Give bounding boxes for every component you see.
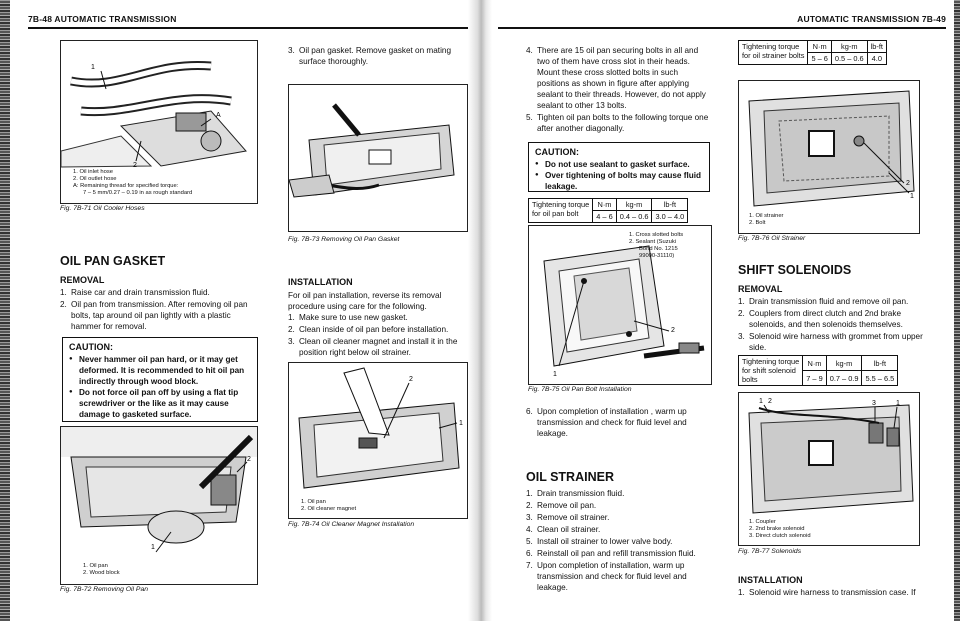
step-text: Tighten oil pan bolts to the following torque one after another diagonally. xyxy=(537,113,709,133)
figure-legend xyxy=(749,213,783,227)
unit-cell: kg-m xyxy=(826,356,862,371)
installation-heading: INSTALLATION xyxy=(288,277,353,287)
step-item xyxy=(288,324,468,335)
step-item xyxy=(738,587,938,598)
figure-legend xyxy=(749,519,811,540)
unit-cell: N·m xyxy=(803,356,826,371)
step-text: Drain transmission fluid and remove oil pan. xyxy=(749,297,909,306)
figure-oil-strainer xyxy=(738,80,920,234)
step-number: 1. xyxy=(60,288,67,297)
header-rule xyxy=(498,27,946,29)
step-oil-pan-gasket xyxy=(288,45,468,68)
scan-edge-right xyxy=(954,0,960,621)
legend-item: 2. Oil outlet hose xyxy=(73,176,117,182)
legend-item: 2. Bolt xyxy=(749,220,766,226)
callout-2: 2 xyxy=(671,327,675,334)
value-cell: 3.0 – 4.0 xyxy=(652,211,688,223)
step-text: Upon completion of installation , warm up transmission and check for fluid level and leakage. xyxy=(537,407,687,438)
section-title-oil-strainer: OIL STRAINER xyxy=(526,470,614,484)
legend-item: 99000-31110) xyxy=(639,253,675,259)
shift-solenoid-removal-steps xyxy=(738,296,928,354)
callout-1: 1 xyxy=(910,193,914,200)
section-title-oil-pan-gasket: OIL PAN GASKET xyxy=(60,254,166,268)
figure-caption: Fig. 7B-73 Removing Oil Pan Gasket xyxy=(288,236,400,243)
value-cell: 0.5 – 0.6 xyxy=(831,53,867,65)
step-number: 4. xyxy=(526,525,533,534)
step-text: Drain transmission fluid. xyxy=(537,489,625,498)
legend-item: 2. 2nd brake solenoid xyxy=(749,526,805,532)
step-text: Clean inside of oil pan before installation. xyxy=(299,325,449,334)
page-header-right: AUTOMATIC TRANSMISSION 7B-49 xyxy=(797,14,946,24)
step-number: 3. xyxy=(738,332,745,341)
oil-pan-bolt-illustration xyxy=(529,226,711,384)
callout-2: 2 xyxy=(906,180,910,187)
legend-item: 1. Coupler xyxy=(749,519,776,525)
torque-table-oil-strainer xyxy=(738,40,887,65)
step-number: 1. xyxy=(288,313,295,322)
figure-oil-pan-bolt-installation xyxy=(528,225,712,385)
step-item xyxy=(738,308,928,330)
figure-caption: Fig. 7B-72 Removing Oil Pan xyxy=(60,586,149,593)
step-item xyxy=(288,45,468,67)
figure-legend xyxy=(301,499,356,513)
caution-title: CAUTION: xyxy=(69,342,113,352)
value-cell: 4 – 6 xyxy=(593,211,616,223)
callout-1: 1 xyxy=(151,544,155,551)
legend-item: 7 – 5 mm/0.27 – 0.19 in as rough standard xyxy=(83,190,193,196)
step-number: 4. xyxy=(526,46,533,55)
step-item xyxy=(526,45,712,111)
step-text: Solenoid wire harness to transmission case. If xyxy=(749,588,916,597)
step-number: 3. xyxy=(288,46,295,55)
step-number: 3. xyxy=(288,337,295,346)
step-item xyxy=(60,287,258,298)
torque-table-shift-solenoid xyxy=(738,355,898,386)
shift-solenoid-installation-steps xyxy=(738,587,938,599)
callout-1: 1 xyxy=(91,64,95,71)
figure-caption: Fig. 7B-77 Solenoids xyxy=(738,548,802,555)
value-cell: 0.4 – 0.6 xyxy=(616,211,652,223)
step-number: 2. xyxy=(288,325,295,334)
figure-caption: Fig. 7B-71 Oil Cooler Hoses xyxy=(60,205,145,212)
callout-2: 2 xyxy=(768,398,772,405)
removing-oil-pan-illustration xyxy=(61,427,257,584)
figure-caption: Fig. 7B-74 Oil Cleaner Magnet Installation xyxy=(288,521,415,528)
step-number: 1. xyxy=(526,489,533,498)
step-item xyxy=(526,536,712,547)
step-text: There are 15 oil pan securing bolts in all and two of them have cross slot in their heads. Mount these cross slotted bolts in such positions as shown in figure after applying sealant to their threads. However, do not apply sealant to other 13 bolts. xyxy=(537,46,706,110)
torque-label: Tightening torque for oil strainer bolts xyxy=(739,41,808,65)
unit-cell: lb-ft xyxy=(862,356,898,371)
step-item xyxy=(288,336,468,358)
step-number: 2. xyxy=(60,300,67,309)
step-text: Reinstall oil pan and refill transmission fluid. xyxy=(537,549,696,558)
unit-cell: N·m xyxy=(808,41,831,53)
torque-label: Tightening torque for shift solenoid bolts xyxy=(739,356,803,386)
figure-oil-cleaner-magnet xyxy=(288,362,468,519)
step-item xyxy=(526,406,712,439)
oil-pan-steps xyxy=(526,45,712,135)
legend-item: 2. Oil cleaner magnet xyxy=(301,506,357,512)
callout-2: 2 xyxy=(409,376,413,383)
caution-item: ● Never hammer oil pan hard, or it may get deformed. It is recommended to hit oil pan indirectly through wood block. xyxy=(69,354,251,387)
section-title-shift-solenoids: SHIFT SOLENOIDS xyxy=(738,263,852,277)
step-number: 2. xyxy=(526,501,533,510)
step-number: 2. xyxy=(738,309,745,318)
unit-cell: kg-m xyxy=(831,41,867,53)
step-item xyxy=(738,331,928,353)
step-item xyxy=(526,560,712,593)
caution-title: CAUTION: xyxy=(535,147,579,157)
step-number: 1. xyxy=(738,588,745,597)
step-text: Remove oil pan. xyxy=(537,501,597,510)
value-cell: 5.5 – 6.5 xyxy=(862,371,898,386)
step-number: 7. xyxy=(526,561,533,570)
legend-item: 1. Oil strainer xyxy=(749,213,784,219)
figure-caption: Fig. 7B-75 Oil Pan Bolt Installation xyxy=(528,386,632,393)
figure-removing-oil-pan-gasket xyxy=(288,84,468,232)
legend-item: 2. Wood block xyxy=(83,570,120,576)
step-item xyxy=(60,299,258,332)
step-text: Clean oil strainer. xyxy=(537,525,601,534)
step-number: 6. xyxy=(526,549,533,558)
legend-item: 3. Direct clutch solenoid xyxy=(749,533,811,539)
torque-label: Tightening torque for oil pan bolt xyxy=(529,199,593,223)
step-text: Make sure to use new gasket. xyxy=(299,313,408,322)
step-item xyxy=(526,548,712,559)
torque-table-oil-pan-bolt xyxy=(528,198,688,223)
removal-heading: REMOVAL xyxy=(60,275,105,285)
step-item xyxy=(526,524,712,535)
callout-1: 1 xyxy=(896,400,900,407)
removal-steps xyxy=(60,287,258,333)
step-text: Remove oil strainer. xyxy=(537,513,610,522)
step-number: 5. xyxy=(526,537,533,546)
header-rule xyxy=(28,27,468,29)
step-number: 5. xyxy=(526,113,533,122)
value-cell: 7 – 9 xyxy=(803,371,826,386)
caution-item: ● Do not use sealant to gasket surface. xyxy=(535,159,703,170)
callout-2: 2 xyxy=(247,456,251,463)
figure-solenoids xyxy=(738,392,920,546)
callout-a: A xyxy=(216,112,221,119)
legend-item: A: Remaining thread for specified torque: xyxy=(73,183,179,189)
step-text: Upon completion of installation, warm up transmission and check for fluid level and leakage. xyxy=(537,561,687,592)
step-text: Oil pan gasket. Remove gasket on mating surface thoroughly. xyxy=(299,46,452,66)
unit-cell: lb-ft xyxy=(652,199,688,211)
step-text: Install oil strainer to lower valve body. xyxy=(537,537,673,546)
step-item xyxy=(526,500,712,511)
figure-removing-oil-pan xyxy=(60,426,258,585)
step-item xyxy=(526,488,712,499)
callout-3: 3 xyxy=(872,400,876,407)
step-text: Raise car and drain transmission fluid. xyxy=(71,288,210,297)
figure-legend xyxy=(629,232,683,260)
step-warm-up xyxy=(526,406,712,440)
step-text: Solenoid wire harness with grommet from upper side. xyxy=(749,332,923,352)
caution-box xyxy=(528,142,710,192)
step-number: 3. xyxy=(526,513,533,522)
step-number: 6. xyxy=(526,407,533,416)
oil-strainer-illustration xyxy=(739,81,919,233)
installation-heading: INSTALLATION xyxy=(738,575,803,585)
callout-1: 1 xyxy=(553,371,557,378)
legend-item: 1. Oil pan xyxy=(301,499,326,505)
figure-legend xyxy=(83,563,120,577)
value-cell: 4.0 xyxy=(867,53,886,65)
legend-item: 1. Oil pan xyxy=(83,563,108,569)
right-page xyxy=(488,0,960,621)
caution-item: ● Over tightening of bolts may cause fluid leakage. xyxy=(535,170,703,192)
unit-cell: N·m xyxy=(593,199,616,211)
step-text: Oil pan from transmission. After removing oil pan bolts, tap around oil pan lightly with a plastic hammer for removal. xyxy=(71,300,248,331)
oil-strainer-steps xyxy=(526,488,712,594)
installation-intro: For oil pan installation, reverse its removal procedure using care for the following. xyxy=(288,291,442,311)
callout-2: 2 xyxy=(133,162,137,169)
figure-oil-cooler-hoses xyxy=(60,40,258,204)
step-text: Clean oil cleaner magnet and install it in the position right below oil strainer. xyxy=(299,337,458,357)
removal-heading: REMOVAL xyxy=(738,284,783,294)
figure-legend xyxy=(73,169,192,197)
figure-caption: Fig. 7B-76 Oil Strainer xyxy=(738,235,806,242)
caution-box xyxy=(62,337,258,422)
legend-item: Bond No. 1215 xyxy=(639,246,678,252)
oil-pan-gasket-illustration xyxy=(289,85,467,231)
step-item xyxy=(526,512,712,523)
unit-cell: lb-ft xyxy=(867,41,886,53)
legend-item: 1. Oil inlet hose xyxy=(73,169,113,175)
step-item xyxy=(738,296,928,307)
step-number: 1. xyxy=(738,297,745,306)
step-item xyxy=(526,112,712,134)
value-cell: 5 – 6 xyxy=(808,53,831,65)
unit-cell: kg-m xyxy=(616,199,652,211)
callout-1: 1 xyxy=(759,398,763,405)
oil-cleaner-magnet-illustration xyxy=(289,363,467,518)
step-item xyxy=(288,312,468,323)
installation-steps xyxy=(288,290,468,359)
value-cell: 0.7 – 0.9 xyxy=(826,371,862,386)
legend-item: 2. Sealant (Suzuki xyxy=(629,239,677,245)
page-header-left: 7B-48 AUTOMATIC TRANSMISSION xyxy=(28,14,177,24)
step-text: Couplers from direct clutch and 2nd brake solenoids, and then solenoids themselves. xyxy=(749,309,903,329)
left-page xyxy=(0,0,472,621)
legend-item: 1. Cross slotted bolts xyxy=(629,232,684,238)
callout-1: 1 xyxy=(459,420,463,427)
caution-item: ● Do not force oil pan off by using a flat tip screwdriver or the like as it may cause damage to gasketed surface. xyxy=(69,387,251,420)
